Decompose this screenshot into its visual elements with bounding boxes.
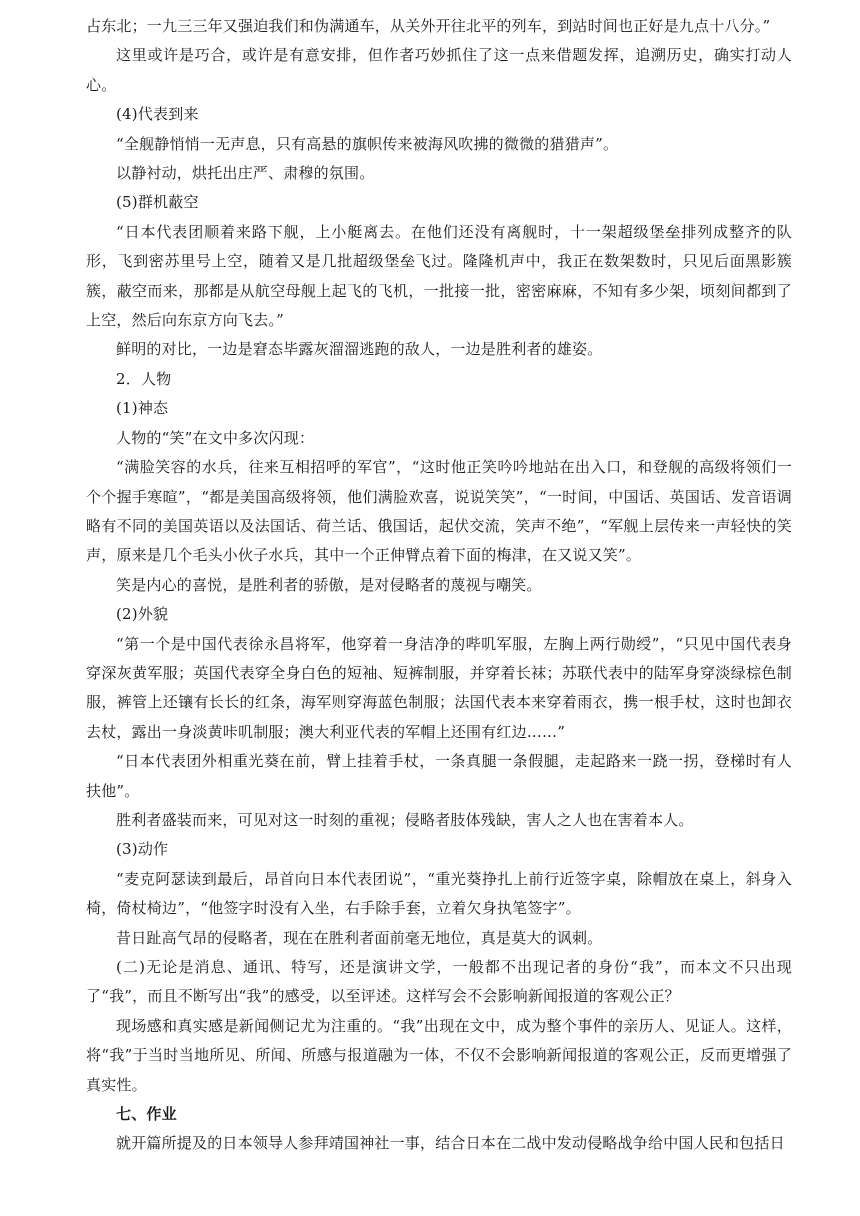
paragraph: 现场感和真实感是新闻侧记尤为注重的。“我”出现在文中，成为整个事件的亲历人、见证人。这样，将“我”于当时当地所见、所闻、所感与报道融为一体，不仅不会影响新闻报道的客观公正，反而更增强了真实性。: [86, 1016, 792, 1094]
paragraph: (二)无论是消息、通讯、特写，还是演讲文学，一般都不出现记者的身份“我”，而本文不只出现了“我”，而且不断写出“我”的感受，以至评述。这样写会不会影响新闻报道的客观公正？: [86, 958, 792, 1006]
paragraph: “日本代表团顺着来路下舰，上小艇离去。在他们还没有离舰时，十一架超级堡垒排列成整齐的队形，飞到密苏里号上空，随着又是几批超级堡垒飞过。隆隆机声中，我正在数架数时，只见后面黑影簇簇，蔽空而来，那都是从航空母舰上起飞的飞机，一批接一批，密密麻麻，不知有多少架，顷刻间都到了上空，然后向东京方向飞去。”: [86, 222, 792, 330]
paragraph: (4)代表到来: [116, 105, 199, 124]
paragraph: 2．人物: [116, 369, 172, 388]
paragraph: “全舰静悄悄一无声息，只有高悬的旗帜传来被海风吹拂的微微的猎猎声”。: [116, 134, 619, 153]
section-heading: 七、作业: [116, 1105, 177, 1124]
paragraph: 人物的“笑”在文中多次闪现：: [116, 428, 315, 447]
paragraph: (1)神态: [116, 399, 169, 418]
paragraph: “满脸笑容的水兵，往来互相招呼的军官”，“这时他正笑吟吟地站在出入口，和登舰的高级将领们一个个握手寒暄”，“都是美国高级将领，他们满脸欢喜，说说笑笑”，“一时间，中国话、英国话、发音语调略有不同的美国英语以及法国话、荷兰话、俄国话，起伏交流，笑声不绝”，“军舰上层传来一声轻快的笑声，原来是几个毛头小伙子水兵，其中一个正伸臂点着下面的梅津，在又说又笑”。: [86, 458, 792, 565]
paragraph: 以静衬动，烘托出庄严、肃穆的氛围。: [116, 164, 375, 183]
paragraph: (5)群机蔽空: [116, 193, 199, 212]
paragraph: 笑是内心的喜悦，是胜利者的骄傲，是对侵略者的蔑视与嘲笑。: [116, 575, 542, 594]
paragraph: (2)外貌: [116, 605, 169, 624]
paragraph: 鲜明的对比，一边是窘态毕露灰溜溜逃跑的敌人，一边是胜利者的雄姿。: [116, 340, 603, 359]
paragraph: 这里或许是巧合，或许是有意安排，但作者巧妙抓住了这一点来借题发挥，追溯历史，确实打动人心。: [86, 46, 792, 94]
paragraph: “第一个是中国代表徐永昌将军，他穿着一身洁净的哔叽军服，左胸上两行勋绶”，“只见中国代表身穿深灰黄军服；英国代表穿全身白色的短袖、短裤制服，并穿着长袜；苏联代表中的陆军身穿淡绿棕色制服，裤管上还镶有长长的红条，海军则穿海蓝色制服；法国代表本来穿着雨衣，携一根手杖，这时也卸衣去杖，露出一身淡黄咔叽制服；澳大利亚代表的军帽上还围有红边……”: [86, 634, 792, 741]
paragraph: “日本代表团外相重光葵在前，臂上挂着手杖，一条真腿一条假腿，走起路来一跷一拐，登梯时有人扶他”。: [86, 752, 792, 800]
paragraph: 昔日趾高气昂的侵略者，现在在胜利者面前毫无地位，真是莫大的讽刺。: [116, 928, 603, 947]
paragraph: 就开篇所提及的日本领导人参拜靖国神社一事，结合日本在二战中发动侵略战争给中国人民和包括日: [116, 1134, 785, 1153]
document-page: [86, 12, 792, 1159]
paragraph: “麦克阿瑟读到最后，昂首向日本代表团说”，“重光葵挣扎上前行近签字桌，除帽放在桌上，斜身入椅，倚杖椅边”，“他签字时没有入坐，右手除手套，立着欠身执笔签字”。: [86, 869, 792, 918]
paragraph: (3)动作: [116, 840, 169, 859]
paragraph: 占东北；一九三三年又强迫我们和伪满通车，从关外开往北平的列车，到站时间也正好是九点十八分。”: [86, 17, 771, 35]
paragraph: 胜利者盛装而来，可见对这一时刻的重视；侵略者肢体残缺，害人之人也在害着本人。: [116, 810, 694, 829]
